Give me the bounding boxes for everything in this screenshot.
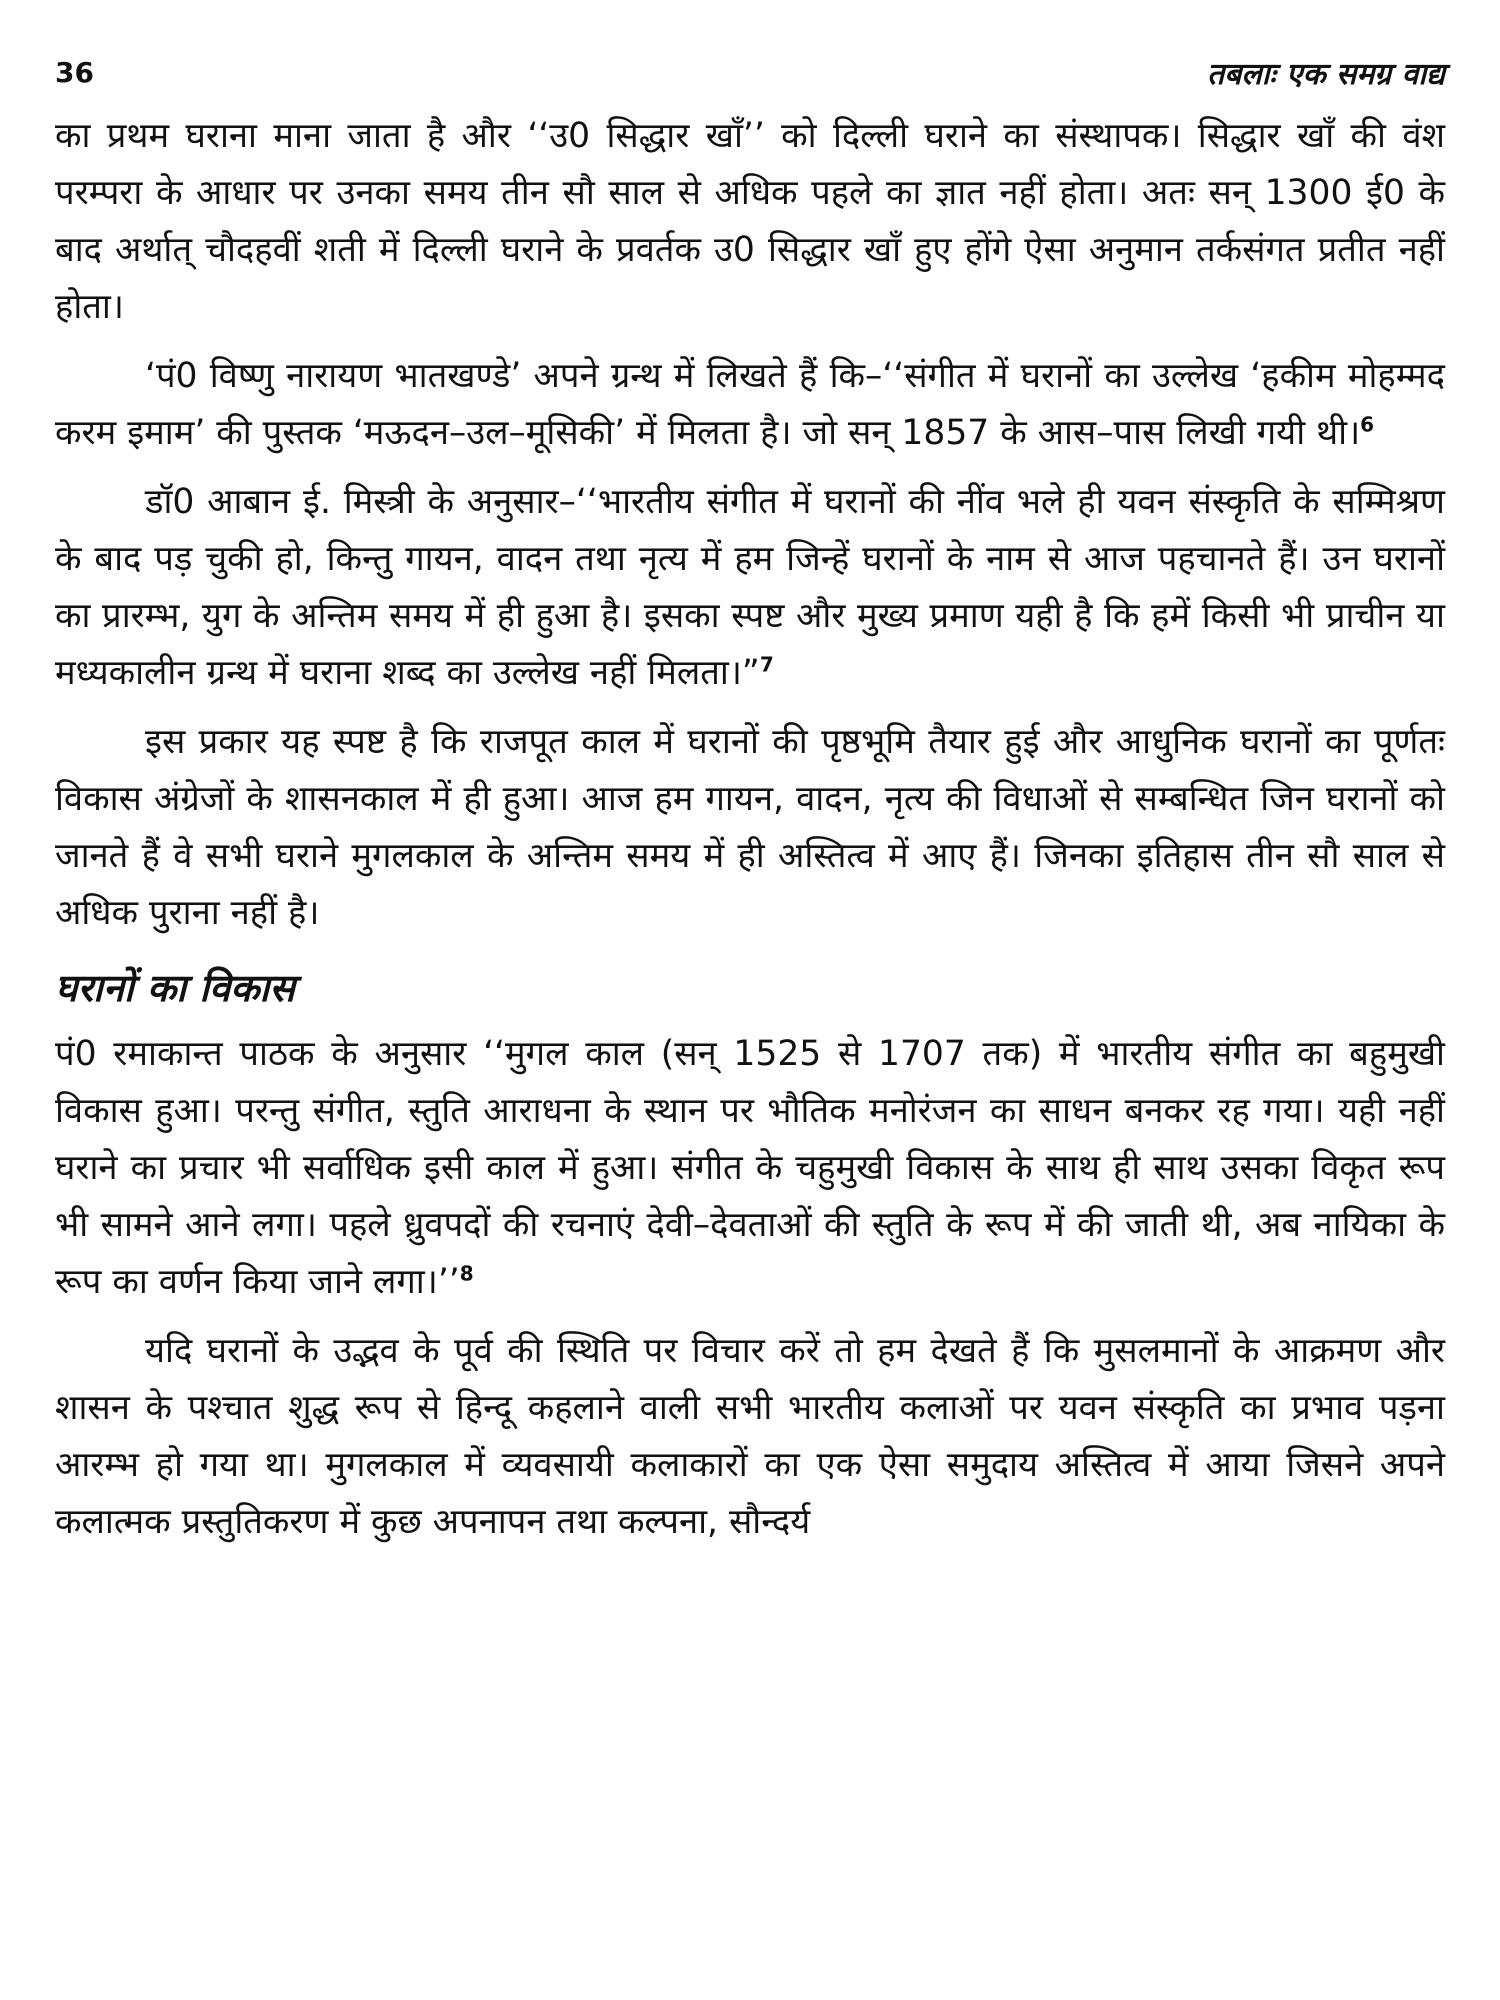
- body-text: [55, 108, 1445, 1563]
- page-number: 36: [55, 56, 94, 89]
- footnote-ref-6: 6: [1360, 412, 1375, 437]
- footnote-ref-8: 8: [459, 1261, 474, 1286]
- paragraph-bhatkhande-quote: ‘पं0 विष्णु नारायण भातखण्डे’ अपने ग्रन्थ में लिखते हैं कि–‘‘संगीत में घरानों का उल्लेख ‘हकीम मोहम्मद करम इमाम’ की पुस्तक ‘मऊदन–उल–मूसिकी’ में मिलता है। जो सन् 1857 के आस–पास लिखी गयी थी।$^6$: [55, 356, 1445, 453]
- paragraph-continued: का प्रथम घराना माना जाता है और ‘‘उ0 सिद्धार खाँ’’ को दिल्ली घराने का संस्थापक। सिद्धार खाँ की वंश परम्परा के आधार पर उनका समय तीन सौ साल से अधिक पहले का ज्ञात नहीं होता। अतः सन् 1300 ई0 के बाद अर्थात् चौदहवीं शती में दिल्ली घराने के प्रवर्तक उ0 सिद्धार खाँ हुए होंगे ऐसा अनुमान तर्कसंगत प्रतीत नहीं होता।: [55, 116, 1445, 327]
- paragraph-origin: यदि घरानों के उद्भव के पूर्व की स्थिति पर विचार करें तो हम देखते हैं कि मुसलमानों के आक्रमण और शासन के पश्चात शुद्ध रूप से हिन्दू कहलाने वाली सभी भारतीय कलाओं पर यवन संस्कृति का प्रभाव पड़ना आरम्भ हो गया था। मुगलकाल में व्यवसायी कलाकारों का एक ऐसा समुदाय अस्तित्व में आया जिसने अपने कलात्मक प्रस्तुतिकरण में कुछ अपनापन तथा कल्पना, सौन्दर्य: [55, 1331, 1445, 1542]
- running-title: तबलाः एक समग्र वाद्य: [1207, 57, 1445, 92]
- section-heading: घरानों का विकास: [55, 966, 295, 1010]
- page-header: [55, 50, 1445, 100]
- paragraph-pathak-quote: पं0 रमाकान्त पाठक के अनुसार ‘‘मुगल काल (सन् 1525 से 1707 तक) में भारतीय संगीत का बहुमुखी विकास हुआ। परन्तु संगीत, स्तुति आराधना के स्थान पर भौतिक मनोरंजन का साधन बनकर रह गया। यही नहीं घराने का प्रचार भी सर्वाधिक इसी काल में हुआ। संगीत के चहुमुखी विकास के साथ ही साथ उसका विकृत रूप भी सामने आने लगा। पहले ध्रुवपदों की रचनाएं देवी–देवताओं की स्तुति के रूप में की जाती थी, अब नायिका के रूप का वर्णन किया जाने लगा।’’$^8$: [55, 1034, 1445, 1302]
- footnote-ref-7: 7: [759, 652, 774, 677]
- paragraph-mistri-quote: डॉ0 आबान ई. मिस्त्री के अनुसार–‘‘भारतीय संगीत में घरानों की नींव भले ही यवन संस्कृति के सम्मिश्रण के बाद पड़ चुकी हो, किन्तु गायन, वादन तथा नृत्य में हम जिन्हें घरानों के नाम से आज पहचानते हैं। उन घरानों का प्रारम्भ, युग के अन्तिम समय में ही हुआ है। इसका स्पष्ट और मुख्य प्रमाण यही है कि हमें किसी भी प्राचीन या मध्यकालीन ग्रन्थ में घराना शब्द का उल्लेख नहीं मिलता।”$^7$: [55, 482, 1445, 693]
- paragraph-conclusion: इस प्रकार यह स्पष्ट है कि राजपूत काल में घरानों की पृष्ठभूमि तैयार हुई और आधुनिक घरानों का पूर्णतः विकास अंग्रेजों के शासनकाल में ही हुआ। आज हम गायन, वादन, नृत्य की विधाओं से सम्बन्धित जिन घरानों को जानते हैं वे सभी घराने मुगलकाल के अन्तिम समय में ही अस्तित्व में आए हैं। जिनका इतिहास तीन सौ साल से अधिक पुराना नहीं है।: [55, 722, 1445, 933]
